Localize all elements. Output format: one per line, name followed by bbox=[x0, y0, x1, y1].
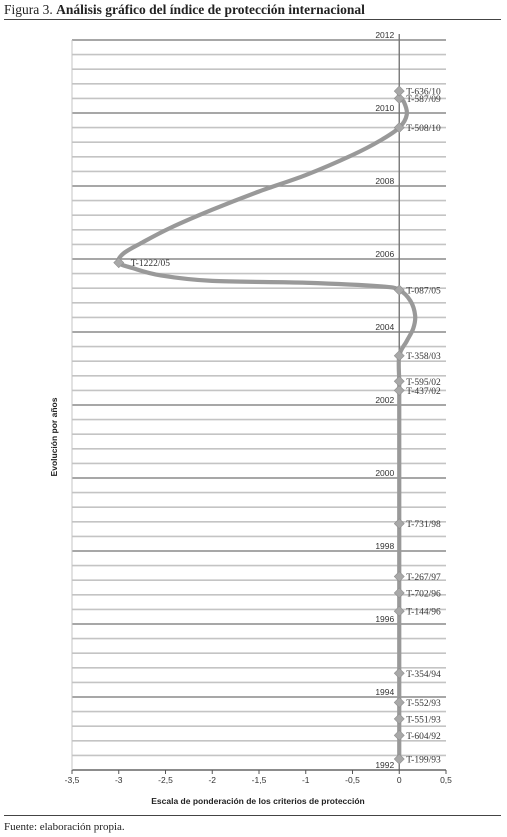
data-point-label: T-354/94 bbox=[406, 669, 441, 680]
y-tick-label: 2004 bbox=[375, 322, 395, 332]
data-point bbox=[394, 588, 404, 598]
data-point-label: T-702/96 bbox=[406, 589, 441, 600]
y-tick-label: 2002 bbox=[375, 395, 395, 405]
figure-title-text: Análisis gráfico del índice de protección internacional bbox=[56, 2, 365, 17]
data-point bbox=[394, 86, 404, 96]
x-tick-label: -2,5 bbox=[158, 775, 173, 785]
data-point-label: T-551/93 bbox=[406, 715, 441, 726]
data-point-label: T-604/92 bbox=[406, 731, 441, 742]
data-point bbox=[394, 351, 404, 361]
footer-rule bbox=[4, 815, 501, 816]
x-tick-label: 0 bbox=[396, 775, 402, 785]
data-point bbox=[394, 714, 404, 724]
y-tick-label: 2008 bbox=[375, 176, 395, 186]
y-tick-label: 2010 bbox=[375, 103, 395, 113]
data-point-label: T-358/03 bbox=[406, 352, 441, 363]
data-point-label: T-144/96 bbox=[406, 607, 441, 618]
data-point bbox=[394, 668, 404, 678]
data-point bbox=[394, 730, 404, 740]
gridlines bbox=[72, 40, 446, 770]
data-point-label: T-1222/05 bbox=[130, 259, 170, 270]
x-tick-label: 0,5 bbox=[440, 775, 452, 785]
y-tick-label: 1998 bbox=[375, 541, 395, 551]
data-point-label: T-636/10 bbox=[406, 87, 441, 98]
y-tick-label: 2012 bbox=[375, 30, 395, 40]
data-point-label: T-552/93 bbox=[406, 698, 441, 709]
data-point bbox=[394, 519, 404, 529]
y-tick-label: 1994 bbox=[375, 687, 395, 697]
data-point bbox=[394, 606, 404, 616]
data-point bbox=[394, 697, 404, 707]
x-tick-label: -2 bbox=[208, 775, 217, 785]
data-point bbox=[394, 385, 404, 395]
data-point bbox=[394, 376, 404, 386]
x-tick-label: -3 bbox=[114, 775, 123, 785]
data-point-label: T-087/05 bbox=[406, 286, 441, 297]
data-point-label: T-595/02 bbox=[406, 377, 441, 388]
x-tick-label: -3,5 bbox=[64, 775, 80, 785]
data-point-label: T-587/09 bbox=[406, 94, 441, 105]
x-tick-label: -1,5 bbox=[251, 775, 267, 785]
x-axis-title: Escala de ponderación de los criterios de protección bbox=[151, 796, 365, 806]
y-tick-label: 1992 bbox=[375, 760, 395, 770]
x-tick-label: -0,5 bbox=[345, 775, 360, 785]
data-point-label: T-731/98 bbox=[406, 520, 441, 531]
data-point-label: T-437/02 bbox=[406, 386, 441, 397]
x-tick-label: -1 bbox=[301, 775, 310, 785]
y-tick-label: 2006 bbox=[375, 249, 395, 259]
figure-number: Figura 3. bbox=[4, 2, 53, 17]
data-point-label: T-267/97 bbox=[406, 573, 441, 584]
data-point-label: T-199/93 bbox=[406, 755, 441, 766]
y-tick-label: 2000 bbox=[375, 468, 395, 478]
series-line bbox=[118, 91, 415, 759]
figure-source: Fuente: elaboración propia. bbox=[4, 821, 125, 833]
data-point-label: T-508/10 bbox=[406, 124, 441, 135]
y-axis-title: Evolución por años bbox=[49, 397, 59, 477]
y-tick-label: 1996 bbox=[375, 614, 395, 624]
